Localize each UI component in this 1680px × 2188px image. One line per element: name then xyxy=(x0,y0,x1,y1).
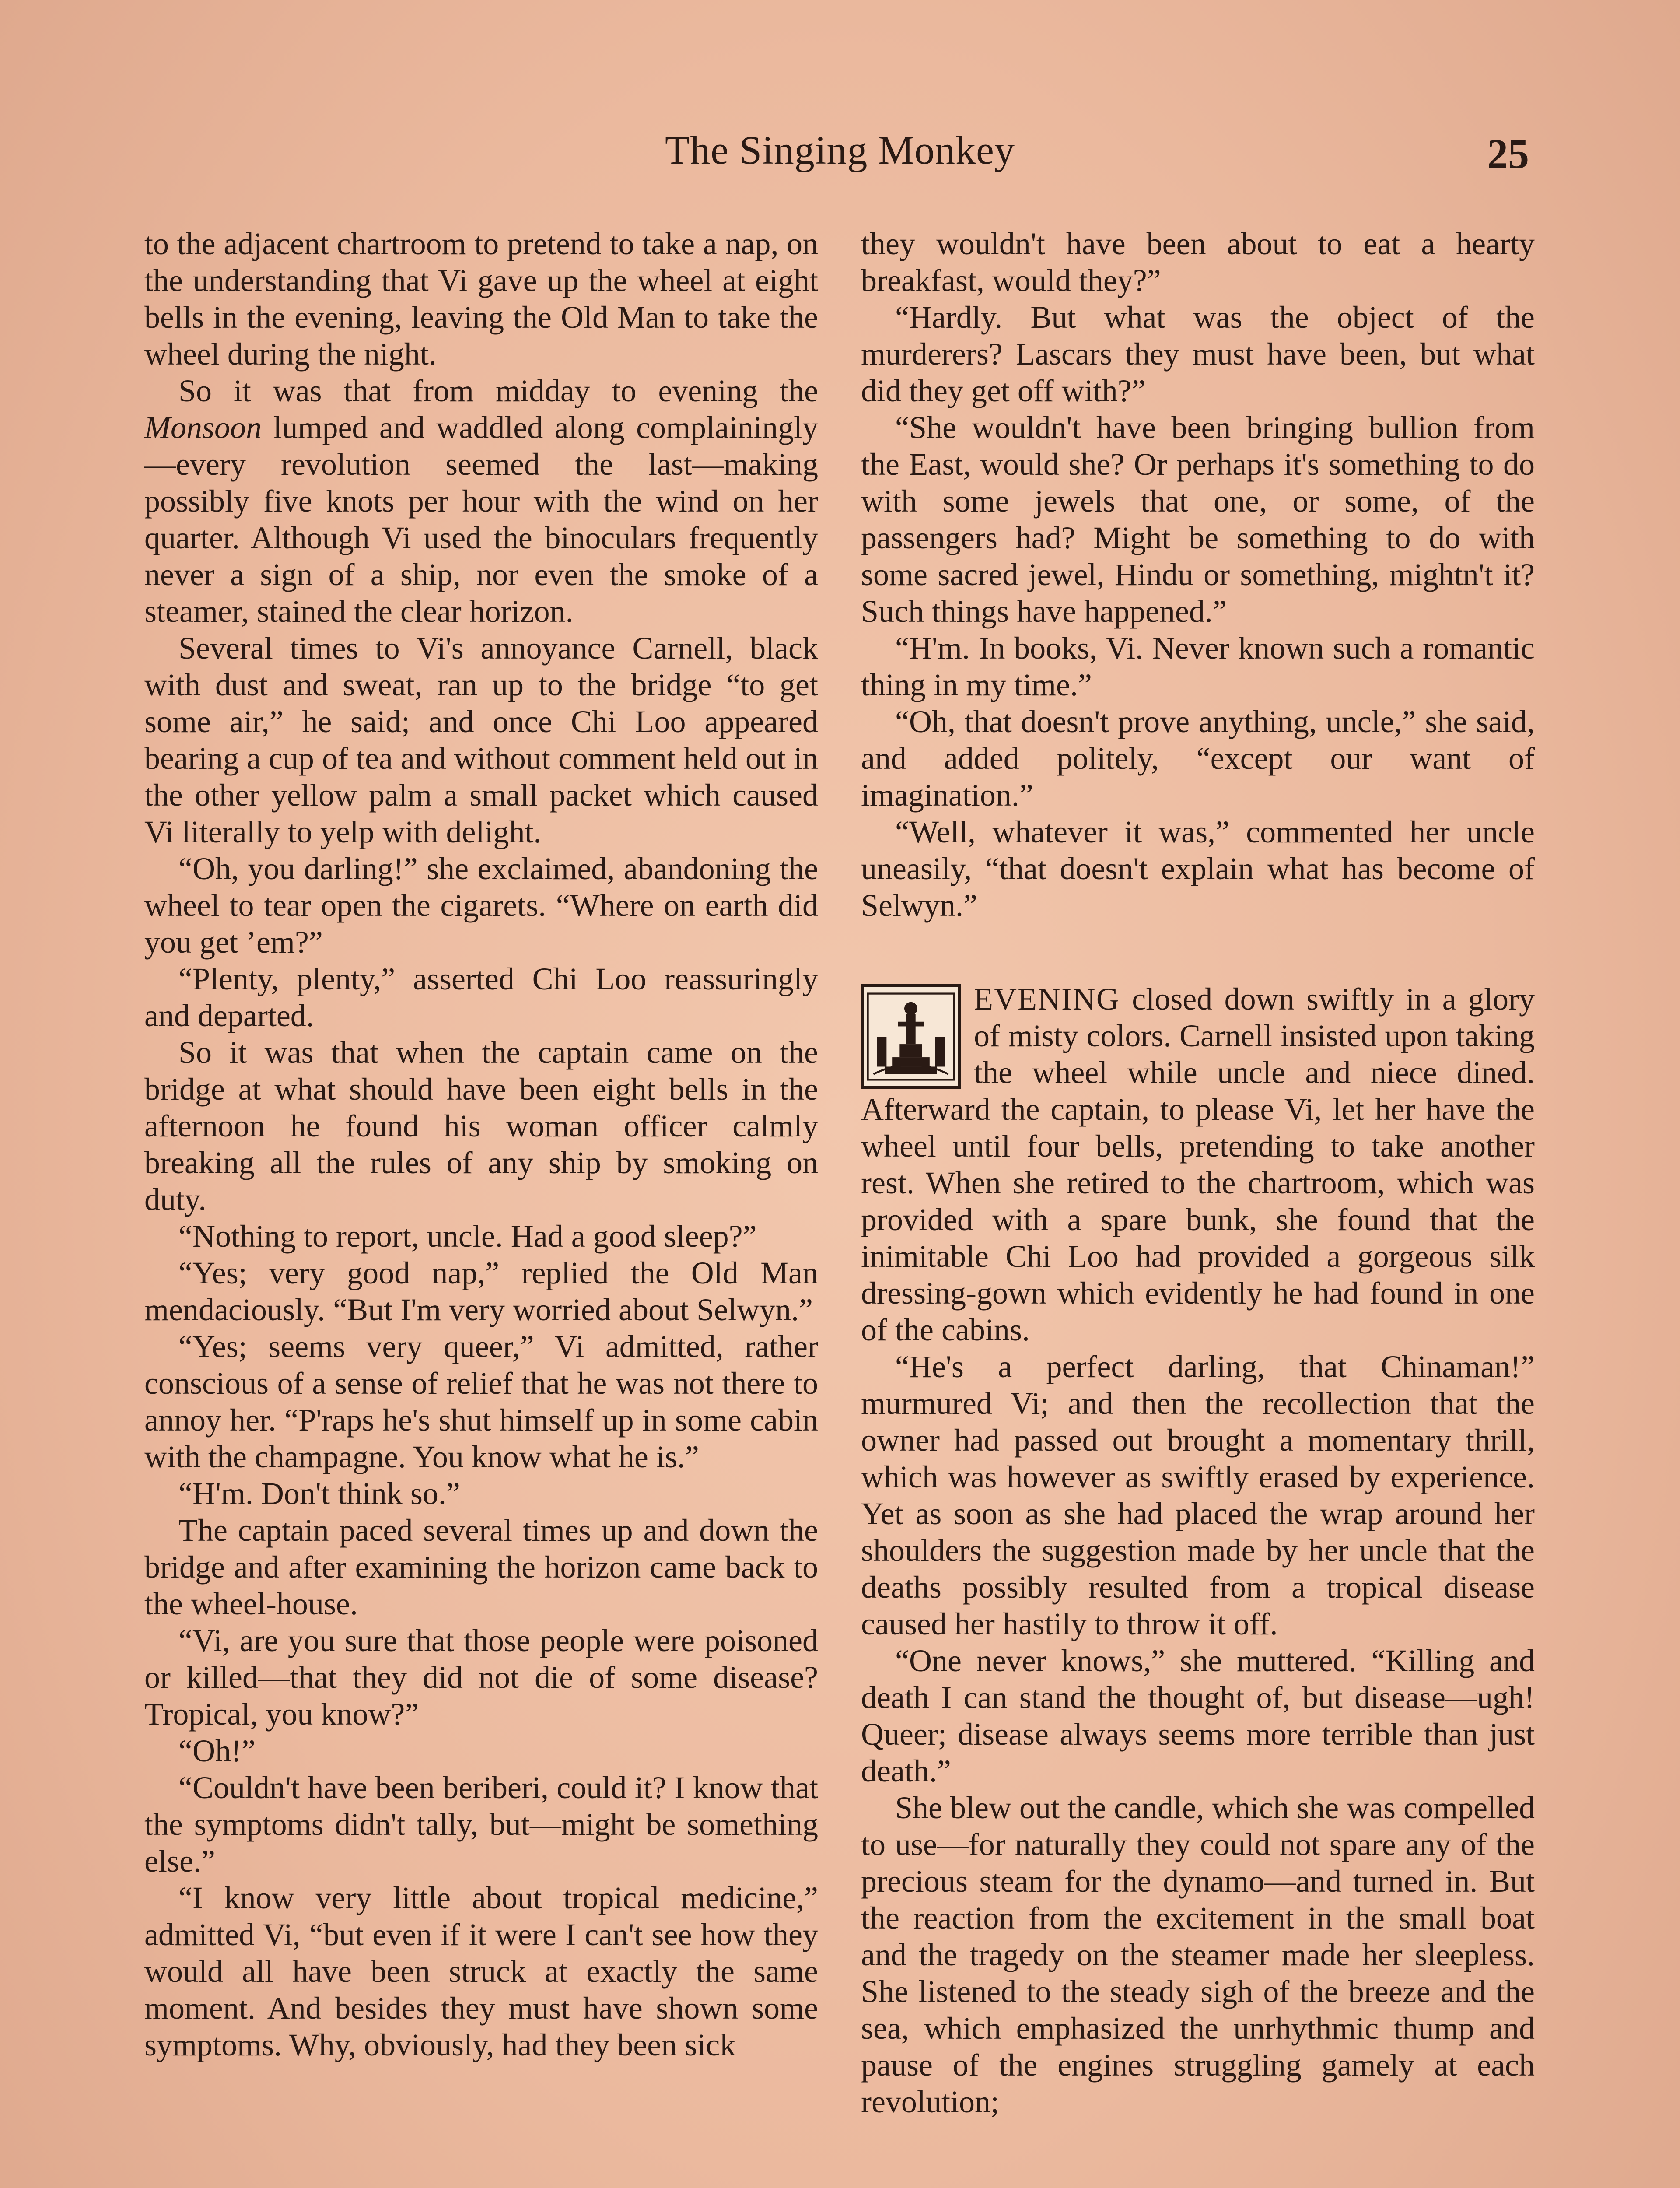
paragraph: “Vi, are you sure that those people were poisoned or killed—that they did not die of some disease? Tropical, you know?” xyxy=(144,1623,818,1732)
paragraph: “Oh!” xyxy=(178,1733,256,1768)
paragraph: “H'm. In books, Vi. Never known such a romantic thing in my time.” xyxy=(861,631,1535,702)
lead-word: EVENING xyxy=(974,982,1120,1017)
paragraph: “H'm. Don't think so.” xyxy=(178,1476,460,1511)
page-number: 25 xyxy=(1487,130,1529,177)
paragraph: She blew out the candle, which she was compelled to use—for naturally they could not spare any of the precious steam for the dynamo—and turned in. But the reaction from the excitement in the small boat and the tragedy on the steamer made her sleepless. She listened to the steady sigh of the breeze and the sea, which emphasized the unrhythmic thump and pause of the engines struggling gamely at each revolution; xyxy=(861,1790,1535,2119)
text-run: closed down swiftly in a glory of misty colors. Carnell insisted upon taking the wheel while uncle and niece dined. Afterward the captain, to please Vi, let her have the wheel until four bells, pretending to take another rest. When she retired to the chartroom, which was provided with a spare bunk, she found that the inimitable Chi Loo had provided a gorgeous silk dressing-gown which evidently he had found in one of the cabins. xyxy=(861,982,1535,1347)
paragraph: “One never knows,” she muttered. “Killing and death I can stand the thought of, but disease—ugh! Queer; disease always seems more terrible than just death.” xyxy=(861,1643,1535,1788)
paragraph: “Hardly. But what was the object of the murderers? Lascars they must have been, but what did they get off with?” xyxy=(861,300,1535,408)
paragraph: “I know very little about tropical medicine,” admitted Vi, “but even if it were I can't see how they would all have been struck at exactly the same moment. And besides they must have shown some symptoms. Why, obviously, had they been sick xyxy=(144,1880,818,2062)
paragraph: “Plenty, plenty,” asserted Chi Loo reassuringly and departed. xyxy=(144,961,818,1033)
text-run: lumped and waddled along complainingly—every revolution seemed the last—making possibly five knots per hour with the wind on her quarter. Although Vi used the binoculars frequently never a sign of a ship, nor even the smoke of a steamer, stained the clear horizon. xyxy=(144,410,818,629)
paragraph: Several times to Vi's annoyance Carnell, black with dust and sweat, ran up to the bridge “to get some air,” he said; and once Chi Loo appeared bearing a cup of tea and without comment held out in the other yellow palm a small packet which caused Vi literally to yelp with delight. xyxy=(144,631,818,849)
paragraph: The captain paced several times up and down the bridge and after examining the horizon came back to the wheel-house. xyxy=(144,1513,818,1621)
right-column xyxy=(861,225,1535,2120)
section-opening-paragraph xyxy=(861,981,1535,1348)
paragraph: “He's a perfect darling, that Chinaman!” murmured Vi; and then the recollection that the owner had passed out brought a momentary thrill, which was however as swiftly erased by experience. Yet as soon as she had placed the wrap around her shoulders the suggestion made by her uncle that the deaths possibly resulted from a tropical disease caused her hastily to throw it off. xyxy=(861,1349,1535,1641)
running-title: The Singing Monkey xyxy=(665,128,1015,172)
paragraph: “Well, whatever it was,” commented her uncle uneasily, “that doesn't explain what has become of Selwyn.” xyxy=(861,814,1535,923)
paragraph: “Yes; seems very queer,” Vi admitted, rather conscious of a sense of relief that he was not there to annoy her. “P'raps he's shut himself up in some cabin with the champagne. You know what he is.” xyxy=(144,1329,818,1474)
ornament-illustration xyxy=(861,984,961,1089)
paragraph: to the adjacent chartroom to pretend to take a nap, on the understanding that Vi gave up the wheel at eight bells in the evening, leaving the Old Man to take the wheel during the night. xyxy=(144,226,818,372)
left-column xyxy=(144,225,818,2063)
paragraph: “Oh, you darling!” she exclaimed, abandoning the wheel to tear open the cigarets. “Where on earth did you get ’em?” xyxy=(144,851,818,960)
paragraph: So it was that when the captain came on the bridge at what should have been eight bells in the afternoon he found his woman officer calmly breaking all the rules of any ship by smoking on duty. xyxy=(144,1035,818,1217)
paragraph: they wouldn't have been about to eat a hearty breakfast, would they?” xyxy=(861,226,1535,298)
paragraph: “Couldn't have been beriberi, could it? I know that the symptoms didn't tally, but—might be something else.” xyxy=(144,1770,818,1879)
paragraph xyxy=(144,372,818,630)
running-head xyxy=(0,127,1680,193)
statue-ornament-icon xyxy=(864,987,958,1086)
paragraph: “Oh, that doesn't prove anything, uncle,” she said, and added politely, “except our want of imagination.” xyxy=(861,704,1535,813)
ship-name: Monsoon xyxy=(144,410,262,445)
paragraph: “Yes; very good nap,” replied the Old Man mendaciously. “But I'm very worried about Selwyn.” xyxy=(144,1255,818,1327)
paragraph: “She wouldn't have been bringing bullion from the East, would she? Or perhaps it's something to do with some jewels that one, or some, of the passengers had? Might be something to do with some sacred jewel, Hindu or something, mightn't it? Such things have happened.” xyxy=(861,410,1535,629)
paragraph: “Nothing to report, uncle. Had a good sleep?” xyxy=(178,1219,757,1254)
text-run: So it was that from midday to evening the xyxy=(178,373,818,408)
